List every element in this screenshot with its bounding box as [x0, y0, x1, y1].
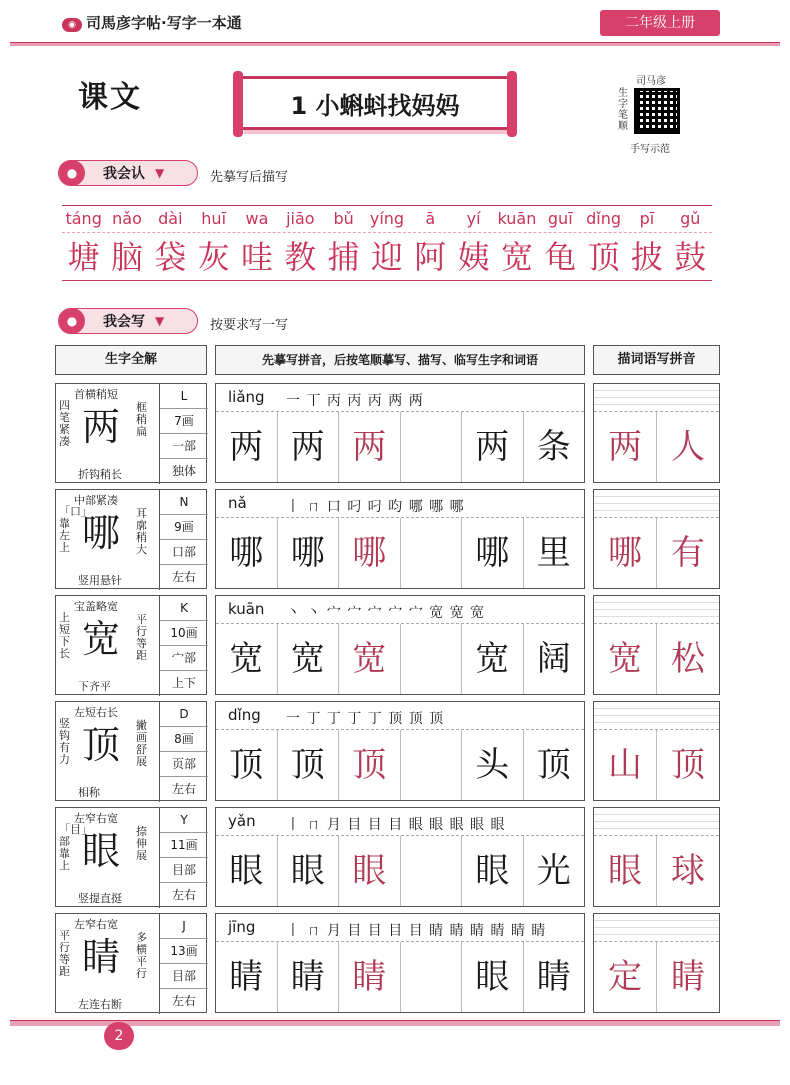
- tip-bottom: 相称: [78, 786, 100, 799]
- page-title: 课文: [78, 80, 142, 115]
- qr-panel: [612, 72, 702, 154]
- tip-right: 框稍扁: [136, 401, 147, 438]
- hanzi-item: 宽: [500, 238, 533, 276]
- char-sample: 哪: [82, 511, 121, 555]
- practice-cell[interactable]: 眼: [339, 836, 401, 906]
- char-meta: [159, 702, 208, 802]
- practice-cell[interactable]: 眼: [462, 836, 524, 906]
- hanzi-row: [62, 233, 712, 281]
- qr-side-label: 生字笔顺: [618, 88, 628, 132]
- practice-cell[interactable]: 顶: [536, 745, 571, 785]
- practice-cell[interactable]: 宽: [339, 624, 401, 694]
- tip-bottom: 折钩稍长: [78, 468, 122, 481]
- char-meta: [159, 596, 208, 696]
- pinyin-line: [216, 384, 584, 412]
- word-grid: [594, 412, 719, 482]
- char-structure: 上下: [171, 676, 196, 690]
- word-cell[interactable]: 有: [671, 533, 705, 573]
- char-stroke-count: 9画: [160, 515, 208, 540]
- section-recognize-label: 我会认: [103, 166, 145, 182]
- char-stroke-count: 7画: [160, 409, 208, 434]
- practice-cell[interactable]: [401, 730, 463, 800]
- practice-cell[interactable]: 宽: [278, 624, 340, 694]
- char-info-box: [55, 913, 207, 1013]
- char-stroke-count: 8画: [160, 727, 208, 752]
- hanzi-item: 姨: [457, 238, 490, 276]
- grade-tag: 二年级上册: [600, 10, 720, 36]
- tip-left: 上短下长: [59, 611, 70, 660]
- practice-cell[interactable]: 眼: [278, 836, 340, 906]
- practice-cell[interactable]: 哪: [339, 518, 401, 588]
- char-letter: K: [160, 596, 208, 621]
- word-cell[interactable]: 定: [594, 942, 657, 1012]
- section-recognize-tag: [58, 160, 198, 186]
- practice-cell[interactable]: [401, 942, 463, 1012]
- word-cell[interactable]: 两: [594, 412, 657, 482]
- tip-right: 撇画舒展: [136, 719, 147, 768]
- pinyin-item: yíng: [369, 209, 405, 228]
- tip-right: 平行等距: [136, 613, 147, 662]
- stroke-order: 一 丅 丙 丙 丙 两 两: [286, 393, 424, 409]
- tip-left: 「目」部靠上: [59, 823, 92, 872]
- practice-box: [215, 489, 585, 589]
- word-pinyin-lines[interactable]: [594, 914, 719, 942]
- practice-cell[interactable]: 睛: [339, 942, 401, 1012]
- char-structure: 左右: [171, 570, 196, 584]
- word-box: [593, 913, 720, 1013]
- word-cell[interactable]: 眼: [594, 836, 657, 906]
- qr-code-icon[interactable]: [634, 88, 680, 134]
- practice-cell[interactable]: 睛: [278, 942, 340, 1012]
- practice-cell[interactable]: 里: [536, 533, 571, 573]
- practice-box: [215, 913, 585, 1013]
- pinyin-item: ā: [425, 209, 436, 228]
- pinyin-row: [62, 205, 712, 233]
- char-info-box: [55, 383, 207, 483]
- pinyin-item: dài: [158, 209, 183, 228]
- char-pinyin: yǎn: [228, 812, 256, 830]
- lesson-banner: [240, 76, 510, 130]
- char-structure: 左右: [171, 994, 196, 1008]
- pinyin-item: yí: [466, 209, 481, 228]
- pin-icon: ●: [59, 160, 85, 186]
- word-cell[interactable]: 睛: [671, 957, 705, 997]
- char-row: [55, 383, 720, 483]
- char-structure: 独体: [171, 464, 196, 478]
- practice-cell[interactable]: 眼: [216, 836, 278, 906]
- practice-cell[interactable]: 两: [278, 412, 340, 482]
- section-write-label: 我会写: [103, 314, 145, 330]
- header-divider: [10, 42, 780, 46]
- hanzi-item: 灰: [197, 238, 230, 276]
- tip-top: 左短右长: [74, 706, 118, 719]
- stroke-order: 丨 ㄇ 月 目 目 目 目 睛 睛 睛 睛 睛 睛: [286, 923, 547, 939]
- char-pinyin: jīng: [228, 918, 256, 936]
- tip-left: 四笔紧凑: [59, 399, 70, 448]
- practice-grid: [216, 730, 584, 800]
- practice-cell[interactable]: [401, 412, 463, 482]
- tip-bottom: 下齐平: [78, 680, 111, 693]
- word-grid: [594, 518, 719, 588]
- char-stroke-count: 10画: [160, 621, 208, 646]
- char-pinyin: kuān: [228, 600, 265, 618]
- pinyin-item: kuān: [497, 209, 537, 228]
- pin-icon: ●: [59, 308, 85, 334]
- stroke-order: 丨 ㄇ 口 叼 叼 呁 哪 哪 哪: [286, 499, 465, 515]
- pinyin-item: pī: [639, 209, 655, 228]
- brand-title: [62, 12, 242, 33]
- tip-bottom: 竖用悬针: [78, 574, 122, 587]
- char-letter: Y: [160, 808, 208, 833]
- practice-cell[interactable]: 顶: [339, 730, 401, 800]
- char-pinyin: nǎ: [228, 494, 247, 512]
- char-sample: 两: [82, 405, 121, 449]
- hanzi-item: 塘: [67, 238, 100, 276]
- hanzi-item: 捕: [327, 238, 360, 276]
- char-meta: [159, 384, 208, 484]
- practice-cell[interactable]: 睛: [536, 957, 571, 997]
- tip-left: 竖钩有力: [59, 717, 70, 766]
- brand-text: 司馬彦字帖·写字一本通: [86, 14, 242, 32]
- hanzi-item: 披: [630, 238, 663, 276]
- pinyin-item: guī: [547, 209, 573, 228]
- char-structure: 左右: [171, 888, 196, 902]
- word-cell[interactable]: 球: [671, 851, 705, 891]
- char-radical: 口部: [160, 540, 208, 565]
- practice-cell[interactable]: 条: [536, 427, 571, 467]
- pinyin-line: [216, 702, 584, 730]
- section-recognize-hint: 先摹写后描写: [210, 170, 289, 185]
- char-radical: 一部: [160, 434, 208, 459]
- pinyin-item: jiāo: [286, 209, 315, 228]
- pinyin-line: [216, 808, 584, 836]
- pinyin-item: dǐng: [586, 209, 622, 228]
- char-sample: 眼: [82, 829, 121, 873]
- practice-cell[interactable]: 哪: [216, 518, 278, 588]
- char-meta: [159, 914, 208, 1014]
- tip-left: 「口」靠左上: [59, 505, 92, 554]
- practice-cell[interactable]: [401, 624, 463, 694]
- word-box: [593, 489, 720, 589]
- practice-cell[interactable]: 哪: [462, 518, 524, 588]
- scroll-right-icon: [507, 71, 517, 137]
- practice-cell[interactable]: 哪: [278, 518, 340, 588]
- practice-cell[interactable]: 眼: [462, 942, 524, 1012]
- word-box: [593, 807, 720, 907]
- tip-top: 首横稍短: [74, 388, 118, 401]
- hanzi-item: 阿: [414, 238, 447, 276]
- practice-box: [215, 595, 585, 695]
- practice-box: [215, 701, 585, 801]
- practice-cell[interactable]: [401, 836, 463, 906]
- char-pinyin: dǐng: [228, 706, 261, 724]
- word-box: [593, 383, 720, 483]
- qr-top-label: 司马彦: [636, 76, 666, 87]
- word-cell[interactable]: 哪: [594, 518, 657, 588]
- char-row: [55, 807, 720, 907]
- header-info: 生字全解: [55, 345, 207, 375]
- tip-right: 多横平行: [136, 931, 147, 980]
- hanzi-item: 迎: [370, 238, 403, 276]
- char-info-box: [55, 489, 207, 589]
- triangle-down-icon: ▼: [155, 314, 165, 328]
- char-row: [55, 913, 720, 1013]
- char-letter: J: [160, 914, 208, 939]
- practice-cell[interactable]: 两: [462, 412, 524, 482]
- char-letter: N: [160, 490, 208, 515]
- practice-cell[interactable]: [401, 518, 463, 588]
- word-cell[interactable]: 山: [594, 730, 657, 800]
- pinyin-line: [216, 596, 584, 624]
- hanzi-item: 顶: [587, 238, 620, 276]
- practice-cell[interactable]: 光: [536, 851, 571, 891]
- tip-right: 耳廓稍大: [136, 507, 147, 556]
- practice-grid: [216, 412, 584, 482]
- stroke-order: 一 丁 丁 丁 丁 顶 顶 顶: [286, 711, 445, 727]
- section-write-tag: [58, 308, 198, 334]
- practice-cell[interactable]: 两: [216, 412, 278, 482]
- char-stroke-count: 11画: [160, 833, 208, 858]
- word-cell[interactable]: 宽: [594, 624, 657, 694]
- hanzi-item: 袋: [154, 238, 187, 276]
- char-meta: [159, 490, 208, 590]
- tip-bottom: 左连右断: [78, 998, 122, 1011]
- char-info-box: [55, 807, 207, 907]
- hanzi-item: 哇: [240, 238, 273, 276]
- char-sample: 顶: [82, 723, 121, 767]
- word-pinyin-lines[interactable]: [594, 490, 719, 518]
- tip-top: 宝盖略宽: [74, 600, 118, 613]
- section-write-hint: 按要求写一写: [210, 318, 289, 333]
- practice-cell[interactable]: 两: [339, 412, 401, 482]
- practice-cell[interactable]: 头: [462, 730, 524, 800]
- practice-box: [215, 807, 585, 907]
- pinyin-item: gǔ: [680, 209, 701, 228]
- header-words: 描词语写拼音: [593, 345, 720, 375]
- lesson-title: 1 小蝌蚪找妈妈: [290, 91, 460, 120]
- word-box: [593, 701, 720, 801]
- practice-cell[interactable]: 睛: [216, 942, 278, 1012]
- hanzi-item: 鼓: [674, 238, 707, 276]
- brand-logo-icon: ◉: [62, 18, 82, 32]
- header-practice: 先摹写拼音，后按笔顺摹写、描写、临写生字和词语: [215, 345, 585, 375]
- stroke-order: 丨 ㄇ 月 目 目 目 眼 眼 眼 眼 眼: [286, 817, 506, 833]
- char-structure: 左右: [171, 782, 196, 796]
- char-radical: 目部: [160, 964, 208, 989]
- word-cell[interactable]: 顶: [671, 745, 705, 785]
- word-grid: [594, 836, 719, 906]
- practice-grid: [216, 624, 584, 694]
- word-pinyin-lines[interactable]: [594, 808, 719, 836]
- char-sample: 睛: [82, 935, 121, 979]
- practice-grid: [216, 836, 584, 906]
- stroke-order: 丶 丶 宀 宀 宀 宀 宀 宽 宽 宽: [286, 605, 486, 621]
- char-pinyin: liǎng: [228, 388, 265, 406]
- char-info-box: [55, 595, 207, 695]
- word-box: [593, 595, 720, 695]
- char-row: [55, 595, 720, 695]
- pinyin-item: huī: [201, 209, 227, 228]
- char-info-box: [55, 701, 207, 801]
- word-grid: [594, 942, 719, 1012]
- page-header: [0, 0, 790, 46]
- pinyin-item: nǎo: [112, 209, 142, 228]
- practice-cell[interactable]: 宽: [216, 624, 278, 694]
- pinyin-item: wa: [245, 209, 269, 228]
- char-stroke-count: 13画: [160, 939, 208, 964]
- practice-cell[interactable]: 宽: [462, 624, 524, 694]
- hanzi-item: 教: [284, 238, 317, 276]
- pinyin-item: bǔ: [333, 209, 354, 228]
- pinyin-line: [216, 490, 584, 518]
- tip-top: 左窄右宽: [74, 918, 118, 931]
- pinyin-line: [216, 914, 584, 942]
- triangle-down-icon: ▼: [155, 166, 165, 180]
- practice-box: [215, 383, 585, 483]
- char-meta: [159, 808, 208, 908]
- practice-cell[interactable]: 阔: [536, 639, 571, 679]
- word-cell[interactable]: 人: [671, 427, 705, 467]
- tip-top: 左窄右宽: [74, 812, 118, 825]
- tip-left: 平行等距: [59, 929, 70, 978]
- word-pinyin-lines[interactable]: [594, 384, 719, 412]
- char-row: [55, 701, 720, 801]
- practice-grid: [216, 518, 584, 588]
- pinyin-item: táng: [65, 209, 102, 228]
- char-radical: 宀部: [160, 646, 208, 671]
- practice-cell[interactable]: 顶: [278, 730, 340, 800]
- word-cell[interactable]: 松: [671, 639, 705, 679]
- word-pinyin-lines[interactable]: [594, 596, 719, 624]
- tip-top: 中部紧凑: [74, 494, 118, 507]
- word-grid: [594, 624, 719, 694]
- practice-cell[interactable]: 顶: [216, 730, 278, 800]
- char-radical: 目部: [160, 858, 208, 883]
- char-radical: 页部: [160, 752, 208, 777]
- tip-bottom: 竖提直挺: [78, 892, 122, 905]
- qr-bottom-label: 手写示范: [630, 144, 670, 155]
- practice-grid: [216, 942, 584, 1012]
- char-sample: 宽: [82, 617, 121, 661]
- page-number: 2: [104, 1022, 134, 1050]
- tip-right: 捺伸展: [136, 825, 147, 862]
- char-row: [55, 489, 720, 589]
- hanzi-item: 脑: [110, 238, 143, 276]
- hanzi-item: 龟: [544, 238, 577, 276]
- word-pinyin-lines[interactable]: [594, 702, 719, 730]
- char-letter: D: [160, 702, 208, 727]
- char-letter: L: [160, 384, 208, 409]
- word-grid: [594, 730, 719, 800]
- scroll-left-icon: [233, 71, 243, 137]
